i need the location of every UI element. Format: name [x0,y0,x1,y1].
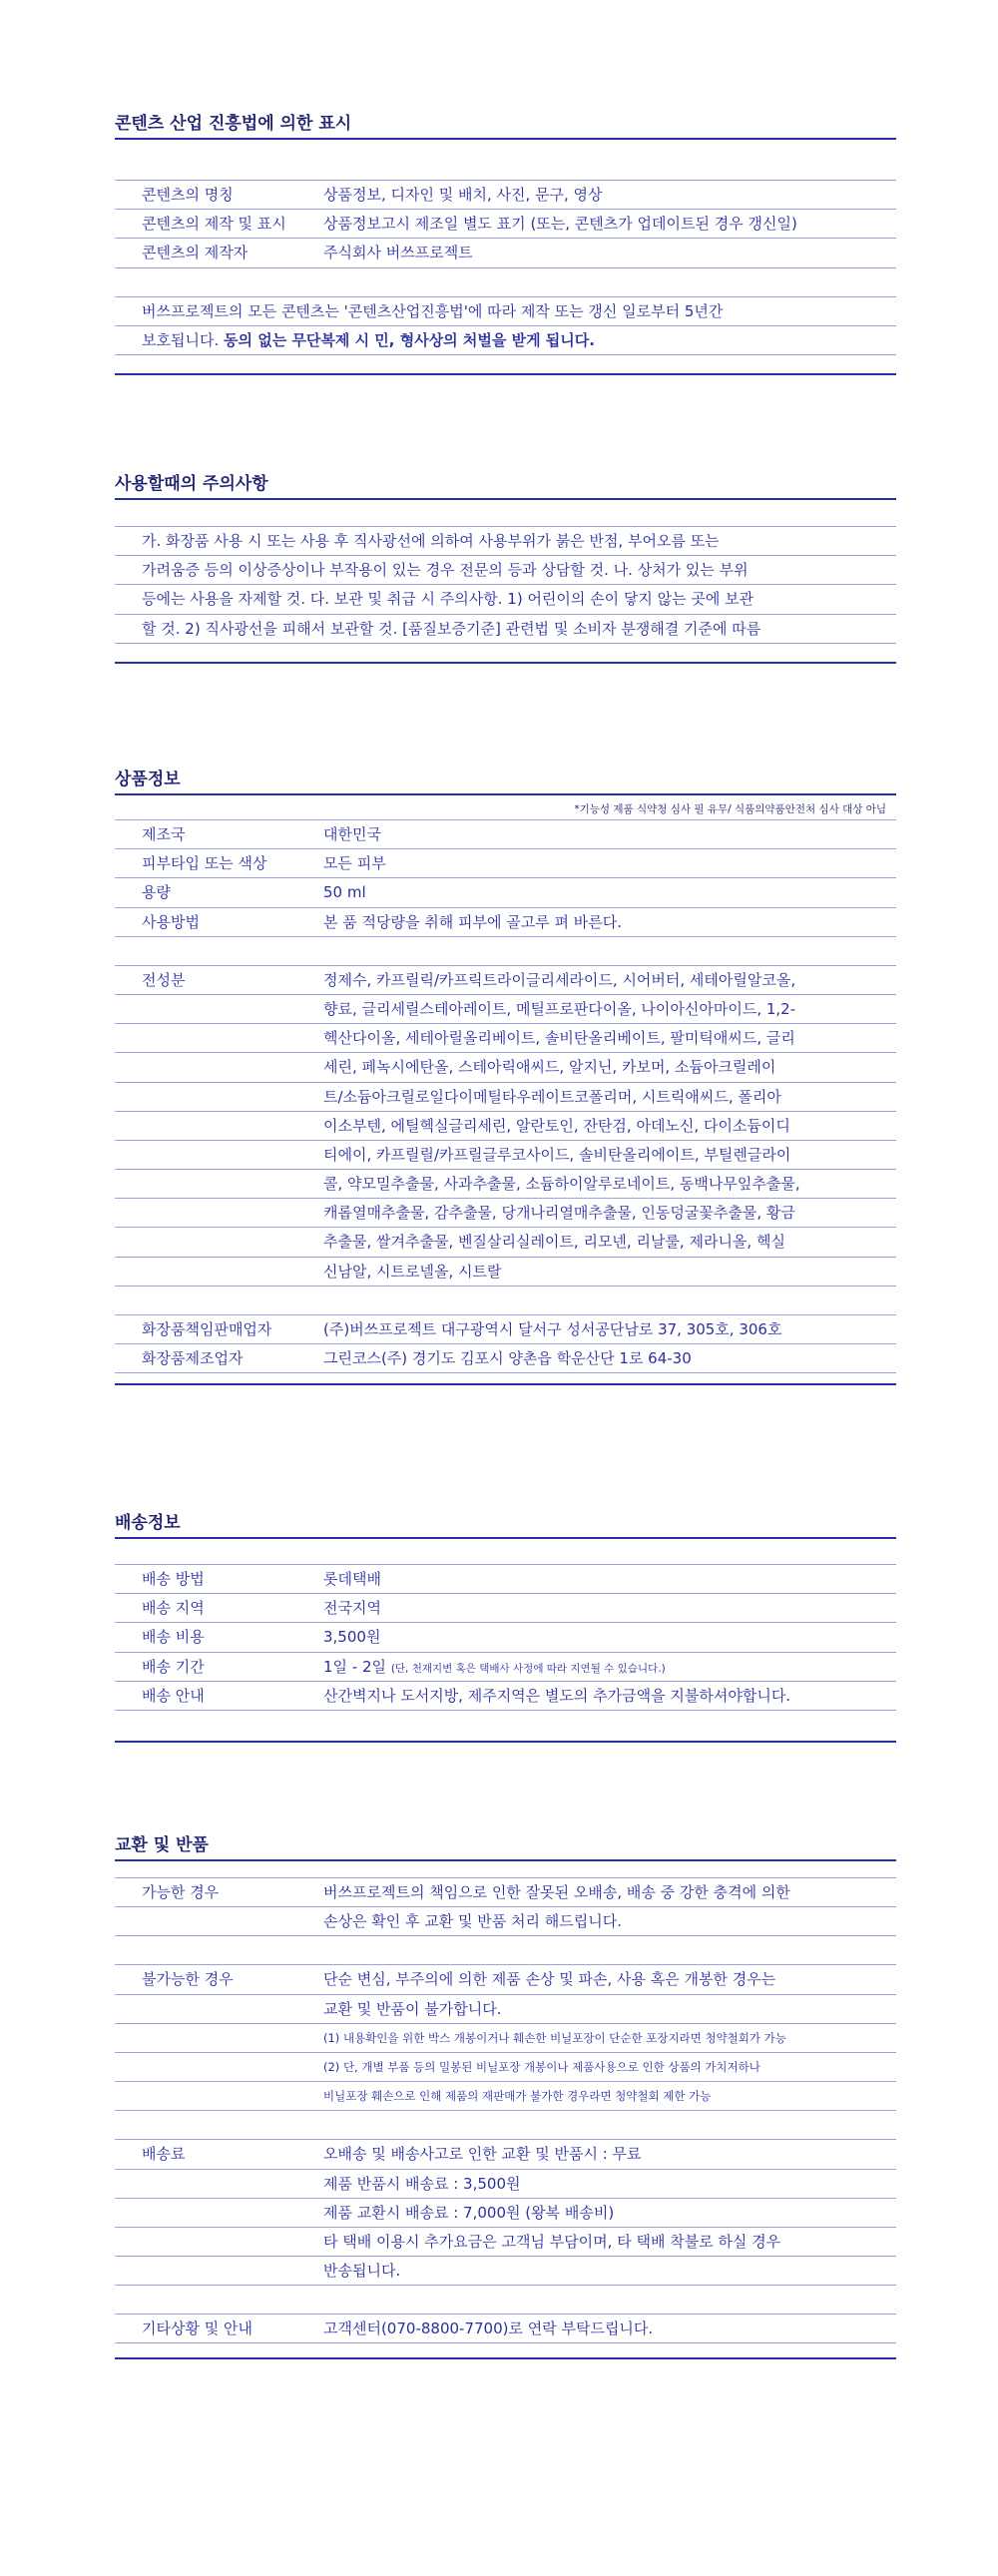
row-label: 배송 비용 [142,1628,205,1647]
volume-row [115,878,896,907]
impossible-line: 단순 변심, 부주의에 의한 제품 손상 및 파손, 사용 혹은 개봉한 경우는 [323,1970,776,1989]
caution-line: 가. 화장품 사용 시 또는 사용 후 직사광선에 의하여 사용부위가 붉은 반점, 부어오름 또는 [115,527,896,556]
ingredients-line: 향료, 글리세릴스테아레이트, 메틸프로판다이올, 나이아신아마이드, 1,2- [323,999,796,1018]
row-value: 롯데택배 [323,1570,381,1588]
ingredients-line: 정제수, 카프릴릭/카프릭트라이글리세라이드, 시어버터, 세테아릴알코올, [323,970,796,989]
shipping-guide-row [115,1682,896,1711]
row-value: (주)버쓰프로젝트 대구광역시 달서구 성서공단남로 37, 305호, 306호 [323,1319,782,1338]
shipping-section [115,1512,896,1743]
fee-block [115,2140,896,2286]
origin-row [115,820,896,849]
ingredients-line: 신남알, 시트로넬올, 시트랄 [323,1262,502,1281]
row-label: 용량 [142,883,171,902]
row-label: 피부타입 또는 색상 [142,854,267,873]
row-value: 고객센터(070-8800-7700)로 연락 부탁드립니다. [323,2319,654,2338]
row-value: 주식회사 버쓰프로젝트 [323,244,473,262]
ingredients-line: 티에이, 카프릴릴/카프릴글루코사이드, 솔비탄올리에이트, 부틸렌글라이 [323,1145,791,1164]
row-value: 3,500원 [323,1628,381,1647]
row-value: 상품정보고시 제조일 별도 표기 (또는, 콘텐츠가 업데이트된 경우 갱신일) [323,215,797,234]
row-value: 산간벽지나 도서지방, 제주지역은 별도의 추가금액을 지불하셔야합니다. [323,1686,791,1705]
row-value: 본 품 적당량을 취해 피부에 골고루 펴 바른다. [323,912,622,931]
section-title: 교환 및 반품 [115,1834,896,1861]
caution-line: 등에는 사용을 자제할 것. 다. 보관 및 취급 시 주의사항. 1) 어린이의 손이 닿지 않는 곳에 보관 [115,585,896,614]
seller-row [115,1315,896,1344]
row-label: 화장품책임판매업자 [142,1319,272,1338]
fee-line: 제품 교환시 배송료 : 7,000원 (왕복 배송비) [323,2203,615,2222]
ingredients-line: 세린, 페녹시에탄올, 스테아릭애씨드, 알지닌, 카보머, 소듐아크릴레이 [323,1058,776,1077]
fee-line: 반송됩니다. [323,2262,401,2281]
impossible-block [115,1965,896,2111]
skin-type-row [115,849,896,878]
ingredients-block [115,966,896,1287]
caution-line: 가려움증 등의 이상증상이나 부작용이 있는 경우 전문의 등과 상담할 것. 나. 상처가 있는 부위 [115,556,896,585]
shipping-method-row [115,1565,896,1594]
row-value: 그린코스(주) 경기도 김포시 양촌읍 학운산단 1로 64-30 [323,1349,692,1367]
impossible-line: 교환 및 반품이 불가합니다. [323,1999,502,2018]
fee-line: 오배송 및 배송사고로 인한 교환 및 반품시 : 무료 [323,2145,642,2164]
section-title: 상품정보 [115,769,896,795]
row-label: 제조국 [142,825,186,843]
usage-row [115,908,896,937]
section-title: 배송정보 [115,1512,896,1539]
shipping-region-row [115,1594,896,1623]
functional-notice: *기능성 제품 식약청 심사 필 유무/ 식품의약품안전처 심사 대상 아님 [115,799,896,820]
caution-text [115,527,896,644]
row-value: 대한민국 [323,825,381,843]
section-title: 콘텐츠 산업 진흥법에 의한 표시 [115,113,896,140]
content-name-row [115,181,896,210]
row-label: 콘텐츠의 제작자 [142,244,249,262]
row-label: 사용방법 [142,912,200,931]
ingredients-line: 캐롭열매추출물, 감추출물, 당개나리열매추출물, 인동덩굴꽃추출물, 황금 [323,1204,795,1223]
caution-line: 할 것. 2) 직사광선을 피해서 보관할 것. [품질보증기준] 관련법 및 소비자 분쟁해결 기준에 따름 [115,615,896,644]
returns-section [115,1834,896,2359]
notice-line: 버쓰프로젝트의 모든 콘텐츠는 '콘텐츠산업진흥법'에 따라 제작 또는 갱신 일로부터 5년간 [115,297,896,326]
row-value: 1일 - 2일 (단, 천재지변 혹은 택배사 사정에 따라 지연될 수 있습니다.) [323,1657,666,1676]
manufacturer-row [115,1344,896,1373]
impossible-label: 불가능한 경우 [142,1970,234,1989]
ingredients-line: 트/소듐아크릴로일다이메틸타우레이트코폴리머, 시트릭애씨드, 폴리아 [323,1087,781,1106]
caution-section [115,473,896,664]
possible-line: 버쓰프로젝트의 책임으로 인한 잘못된 오배송, 배송 중 강한 충격에 의한 [323,1883,790,1901]
impossible-detail: (1) 내용확인을 위한 박스 개봉이거나 훼손한 비닐포장이 단순한 포장지라면 청약철회가 가능 [323,2030,786,2045]
row-value: 상품정보, 디자인 및 배치, 사진, 문구, 영상 [323,186,603,204]
row-value: 50 ml [323,883,366,902]
row-value: 모든 피부 [323,854,386,873]
row-label: 배송 기간 [142,1657,205,1676]
possible-label: 가능한 경우 [142,1883,220,1901]
fee-label: 배송료 [142,2145,186,2164]
content-act-section [115,113,896,375]
row-label: 콘텐츠의 명칭 [142,186,234,204]
copyright-notice [115,297,896,355]
row-label: 화장품제조업자 [142,1349,244,1367]
shipping-period-row [115,1653,896,1682]
ingredients-line: 콜, 약모밀추출물, 사과추출물, 소듐하이알루로네이트, 동백나무잎추출물, [323,1175,800,1194]
possible-line: 손상은 확인 후 교환 및 반품 처리 해드립니다. [323,1912,622,1931]
ingredients-line: 추출물, 쌀겨추출물, 벤질살리실레이트, 리모넨, 리날룰, 제라니올, 헥실 [323,1233,785,1252]
ingredients-line: 헥산다이올, 세테아릴올리베이트, 솔비탄올리베이트, 팔미틱애씨드, 글리 [323,1029,795,1048]
ingredients-label: 전성분 [142,970,186,989]
fee-line: 타 택배 이용시 추가요금은 고객님 부담이며, 타 택배 착불로 하실 경우 [323,2232,781,2251]
impossible-detail: (2) 단, 개별 부품 등의 밀봉된 비닐포장 개봉이나 제품사용으로 인한 상품의 가치저하나 [323,2059,760,2074]
content-production-row [115,210,896,239]
possible-block [115,1878,896,1936]
row-label: 배송 방법 [142,1570,205,1588]
row-label: 배송 지역 [142,1599,205,1618]
row-label: 배송 안내 [142,1686,205,1705]
section-title: 사용할때의 주의사항 [115,473,896,500]
fee-line: 제품 반품시 배송료 : 3,500원 [323,2174,521,2193]
notice-line: 보호됩니다. 동의 없는 무단복제 시 민, 형사상의 처벌을 받게 됩니다. [115,326,896,355]
delay-note: (단, 천재지변 혹은 택배사 사정에 따라 지연될 수 있습니다.) [390,1662,666,1675]
row-value: 전국지역 [323,1599,381,1618]
content-producer-row [115,239,896,267]
shipping-cost-row [115,1623,896,1652]
impossible-detail: 비닐포장 훼손으로 인해 제품의 재판매가 불가한 경우라면 청약철회 제한 가능 [323,2089,712,2104]
row-label: 콘텐츠의 제작 및 표시 [142,215,286,234]
row-label: 기타상황 및 안내 [142,2319,252,2338]
etc-row [115,2315,896,2343]
product-info-section [115,769,896,1385]
ingredients-line: 이소부텐, 에틸헥실글리세린, 알란토인, 잔탄검, 아데노신, 다이소듐이디 [323,1116,790,1135]
